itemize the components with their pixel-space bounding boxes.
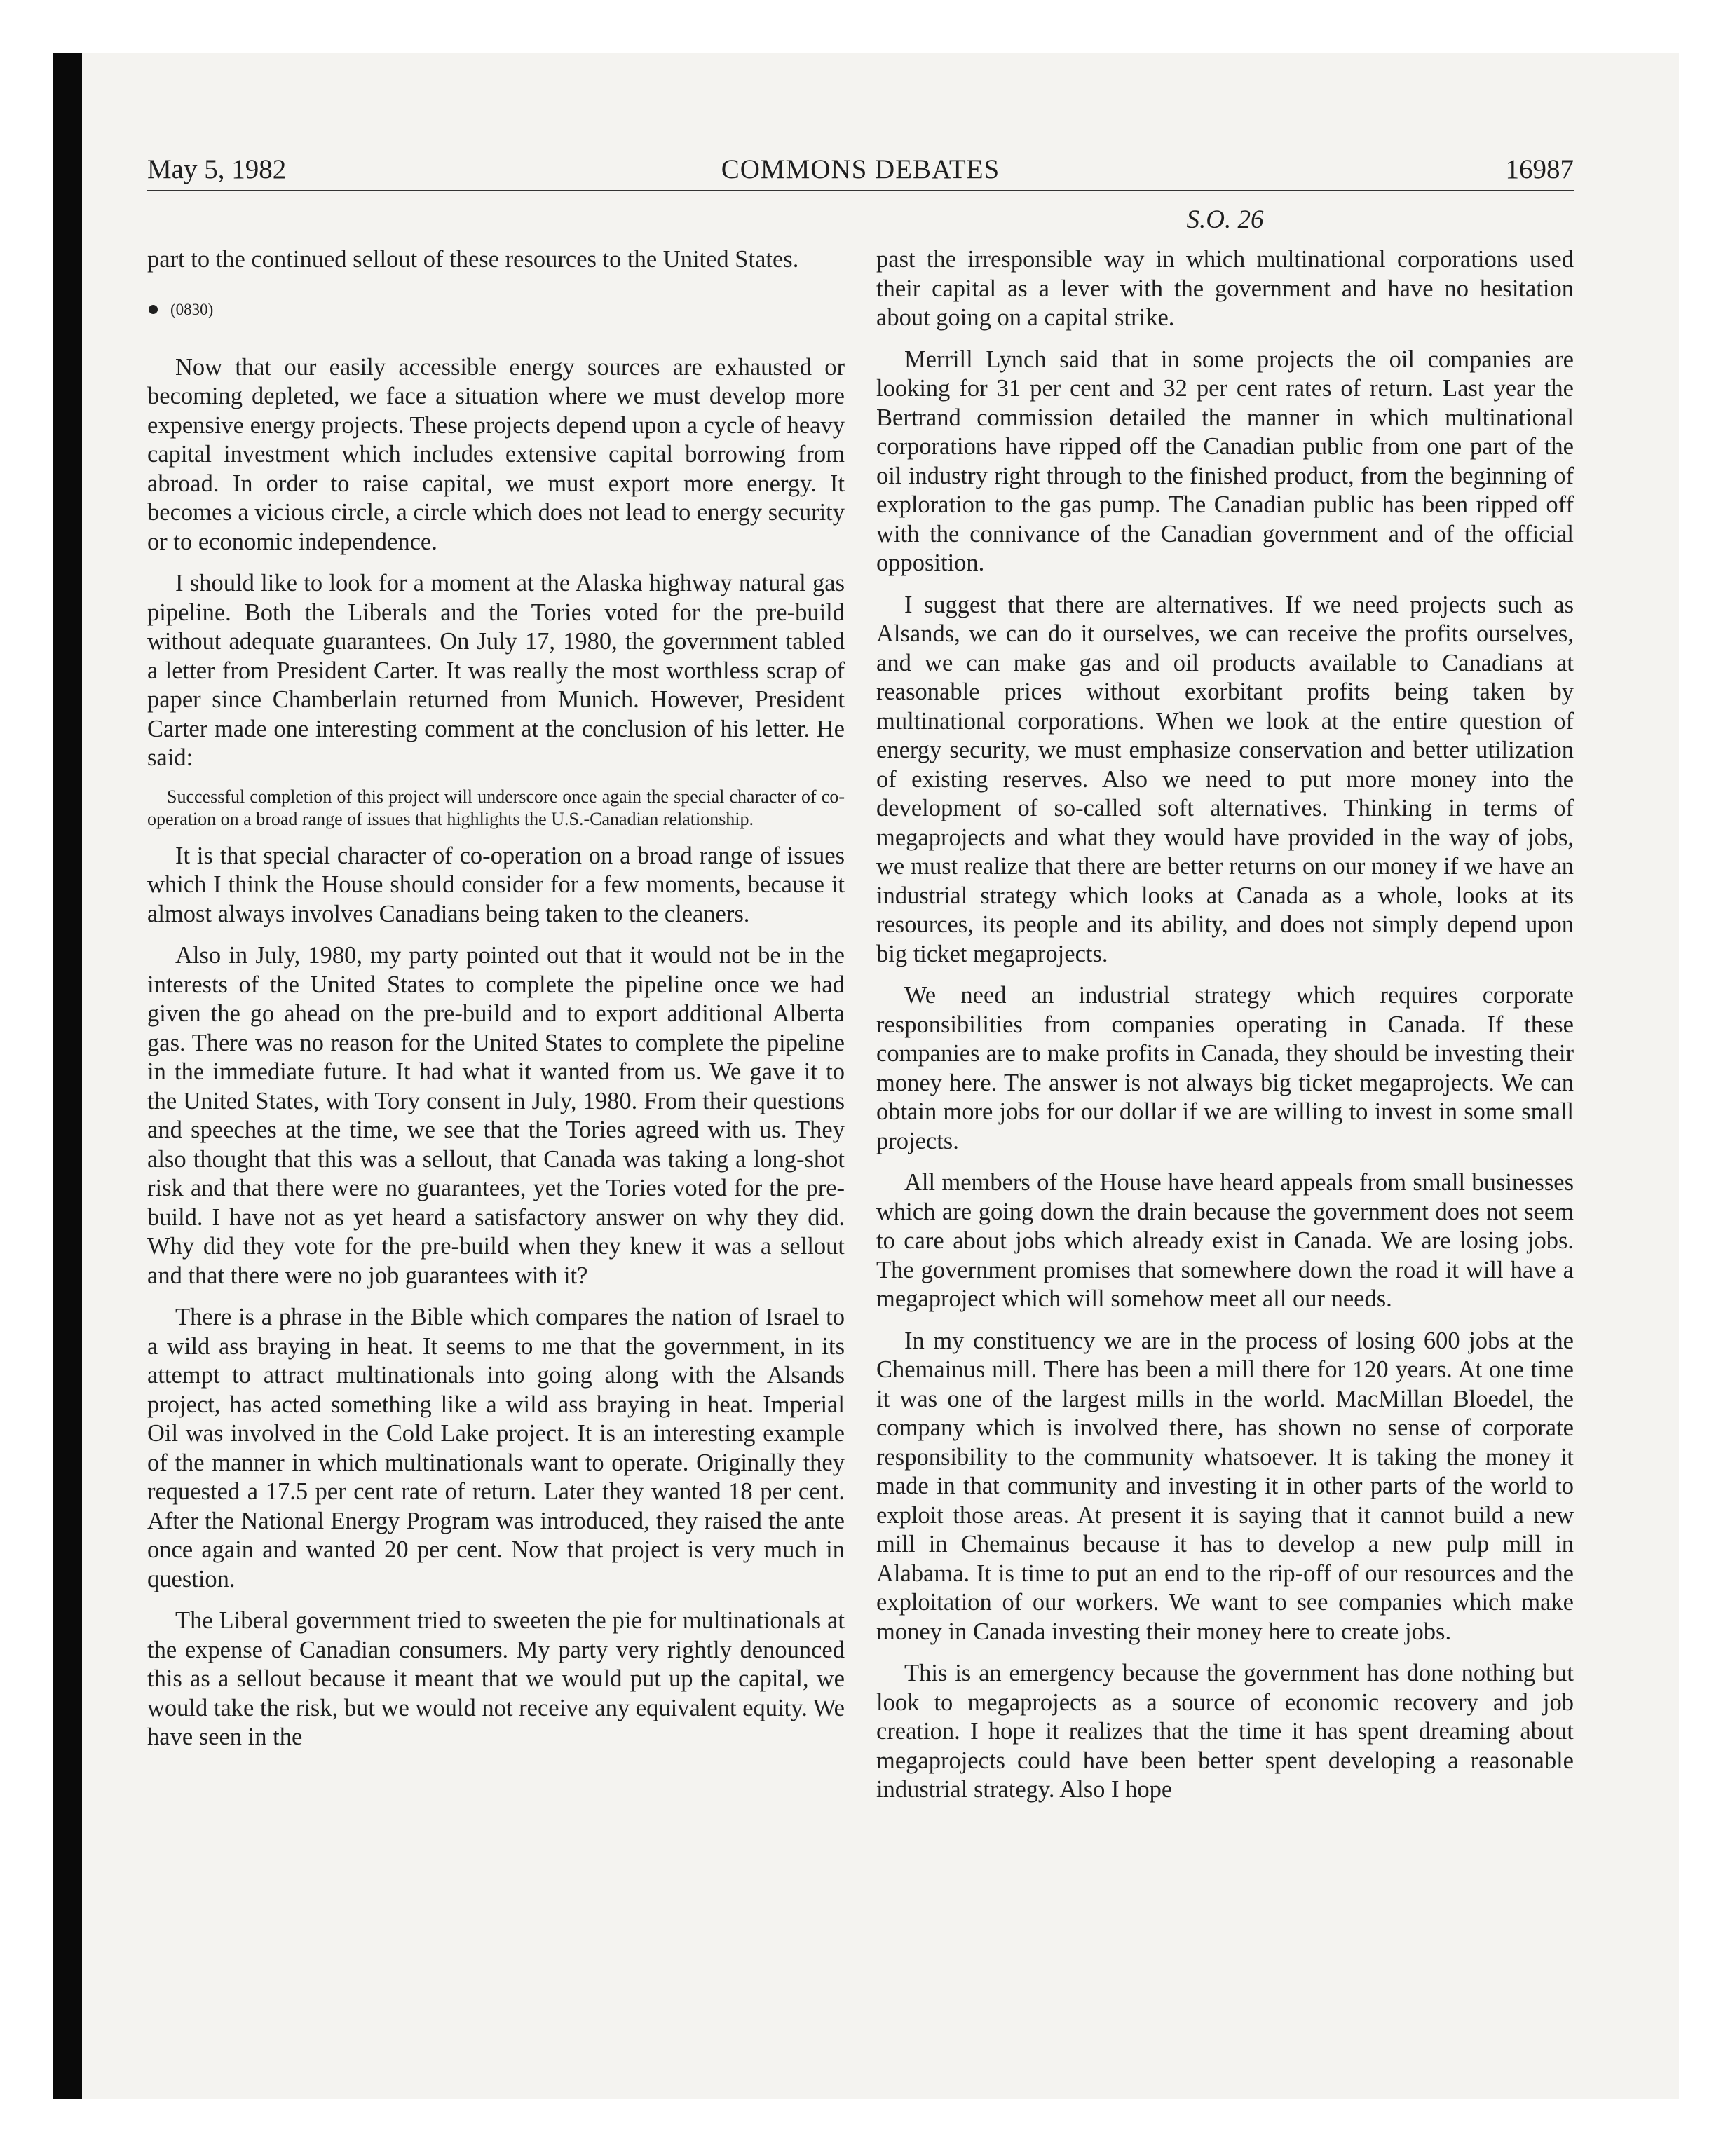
paragraph: The Liberal government tried to sweeten the pie for multinationals at the expense of Canadian consumers. My party very rightly denounced this as a sellout because it meant that we would put up the capital, we would take the risk, but we would not receive any equivalent equity. We have seen in the: [147, 1607, 845, 1750]
bullet-icon: [149, 305, 158, 314]
timestamp: [147, 296, 845, 324]
paragraph: Merrill Lynch said that in some projects the oil companies are looking for 31 per cent and 32 per cent rates of return. Last year the Bertrand commission detailed the manner in which multinational corporations have ripped off the Canadian public from one part of the oil industry right through to the finished product, from the beginning of exploration to the gas pump. The Canadian public has been ripped off with the connivance of the Canadian government and of the official opposition.: [876, 346, 1574, 576]
paragraph: All members of the House have heard appeals from small businesses which are going down the drain because the government does not seem to care about jobs which already exist in Canada. We are losing jobs. The government promises that somewhere down the road it will have a megaproject which will somehow meet all our needs.: [876, 1169, 1574, 1312]
block-quote: Successful completion of this project will underscore once again the special character of co-operation on a broad range of issues that highlights the U.S.-Canadian relationship.: [147, 786, 845, 829]
timestamp-text: (0830): [170, 300, 214, 318]
paragraph: There is a phrase in the Bible which compares the nation of Israel to a wild ass braying in heat. It seems to me that the government, in its attempt to attract multinationals into going along with the Alsands project, has acted something like a wild ass braying in heat. Imperial Oil was involved in the Cold Lake project. It is an interesting example of the manner in which multinationals want to operate. Originally they requested a 17.5 per cent rate of return. Later they wanted 18 per cent. After the National Energy Program was introduced, they raised the ante once again and wanted 20 per cent. Now that project is very much in question.: [147, 1304, 845, 1592]
paragraph: We need an industrial strategy which requires corporate responsibilities from companies operating in Canada. If these companies are to make profits in Canada, they should be investing their money here. The answer is not always big ticket megaprojects. We can obtain more jobs for our dollar if we are willing to invest in some small projects.: [876, 982, 1574, 1154]
binding-edge: [53, 53, 82, 2099]
section-marker: S.O. 26: [1186, 205, 1264, 234]
running-head: [147, 151, 1574, 191]
header-title: COMMONS DEBATES: [721, 154, 1000, 184]
paragraph: Also in July, 1980, my party pointed out that it would not be in the interests of the United States to complete the pipeline once we had given the go ahead on the pre-build and to export additional Alberta gas. There was no reason for the United States to complete the pipeline in the immediate future. It had what it wanted from us. We gave it to the United States, with Tory consent in July, 1980. From their questions and speeches at the time, we see that the Tories agreed with us. They also thought that this was a sellout, that Canada was taking a long-shot risk and that there were no guarantees, yet the Tories voted for the pre-build. I have not as yet heard a satisfactory answer on why they did. Why did they vote for the pre-build when they knew it was a sellout and that there were no job guarantees with it?: [147, 942, 845, 1289]
left-column: [147, 245, 845, 1765]
paragraph: This is an emergency because the government has done nothing but look to megaprojects as a source of economic recovery and job creation. I hope it realizes that the time it has spent dreaming about megaprojects could have been better spent developing a reasonable industrial strategy. Also I hope: [876, 1660, 1574, 1803]
paragraph: past the irresponsible way in which multinational corporations used their capital as a lever with the government and have no hesitation about going on a capital strike.: [876, 246, 1574, 331]
paragraph: It is that special character of co-operation on a broad range of issues which I think the House should consider for a few moments, because it almost always involves Canadians being taken to the cleaners.: [147, 842, 845, 927]
paragraph: part to the continued sellout of these resources to the United States.: [147, 246, 799, 273]
paragraph: I suggest that there are alternatives. If we need projects such as Alsands, we can do it ourselves, we can receive the profits ourselves, and we can make gas and oil products available to Canadians at reasonable prices without exorbitant profits being taken by multinational corporations. When we look at the entire question of energy security, we must emphasize conservation and better utilization of existing reserves. Also we need to put more money into the development of so-called soft alternatives. Thinking in terms of megaprojects and what they would have provided in the way of jobs, we must realize that there are better returns on our money if we have an industrial strategy which looks at Canada as a whole, looks at its resources, its people and its ability, and does not simply depend upon big ticket megaprojects.: [876, 591, 1574, 967]
header-date: May 5, 1982: [147, 154, 287, 184]
paragraph: I should like to look for a moment at the Alaska highway natural gas pipeline. Both the Liberals and the Tories voted for the pre-build without adequate guarantees. On July 17, 1980, the government tabled a letter from President Carter. It was really the most worthless scrap of paper since Chamberlain returned from Munich. However, President Carter made one interesting comment at the conclusion of his letter. He said:: [147, 570, 845, 771]
paragraph: Now that our easily accessible energy sources are exhausted or becoming depleted, we face a situation where we must develop more expensive energy projects. These projects depend upon a cycle of heavy capital investment which includes extensive capital borrowing from abroad. In order to raise capital, we must export more energy. It becomes a vicious circle, a circle which does not lead to energy security or to economic independence.: [147, 353, 845, 555]
right-column: [876, 245, 1574, 1817]
header-page-number: 16987: [1505, 154, 1574, 184]
paragraph: In my constituency we are in the process of losing 600 jobs at the Chemainus mill. There has been a mill there for 120 years. At one time it was one of the largest mills in the world. MacMillan Bloedel, the company which is involved there, has shown no sense of corporate responsibility to the community whatsoever. It is taking the money it made in that community and investing it in other parts of the world to exploit those areas. At present it is saying that it cannot build a new mill in Chemainus because it has to develop a new pulp mill in Alabama. It is time to put an end to the rip-off of our resources and the exploitation of our workers. We want to see companies which make money in Canada investing their money here to create jobs.: [876, 1327, 1574, 1645]
